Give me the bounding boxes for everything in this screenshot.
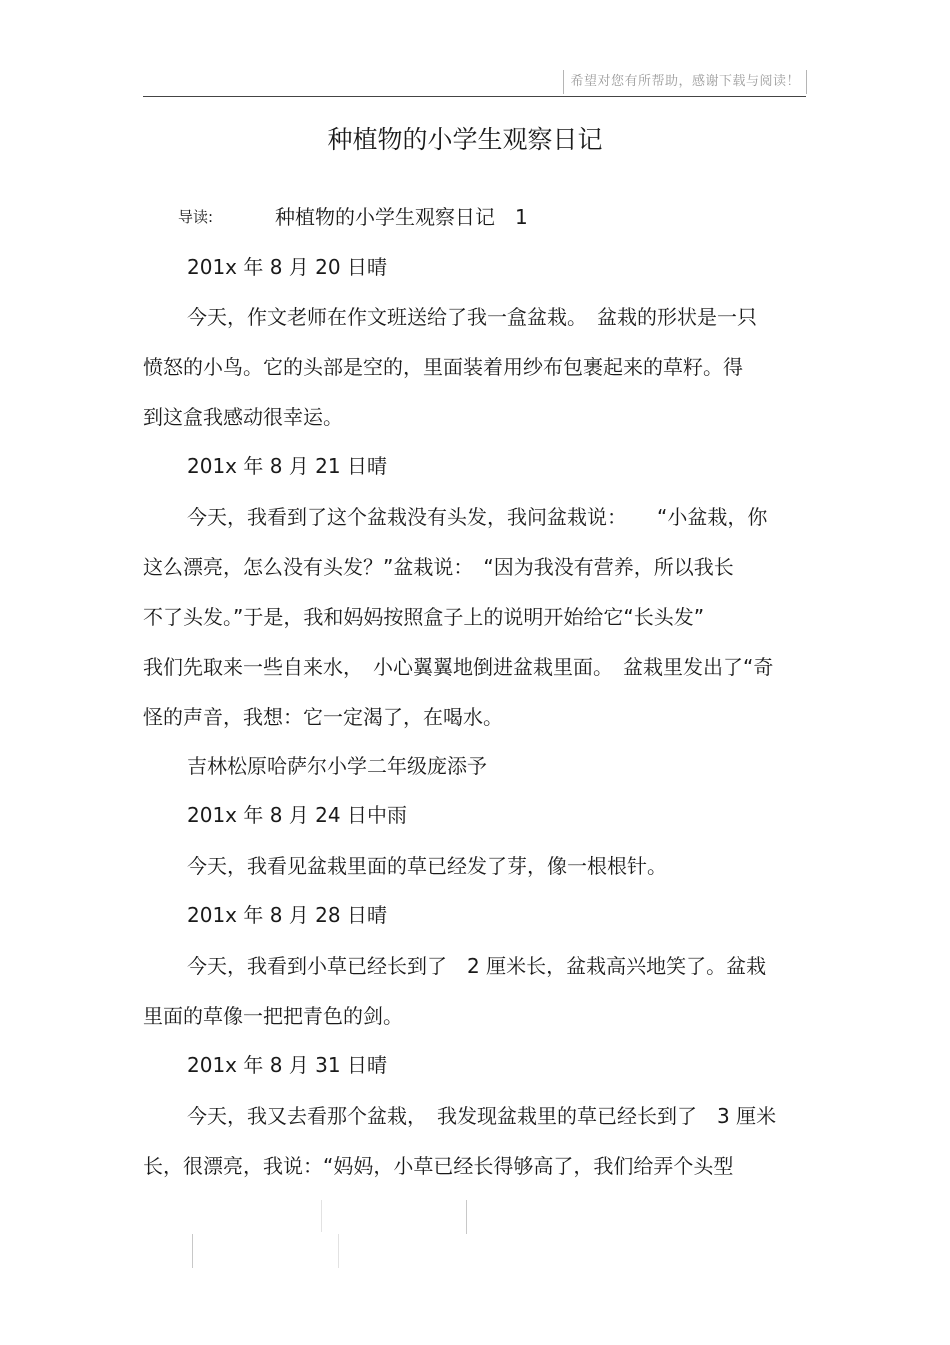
paragraph-line: 长，很漂亮，我说：“妈妈，小草已经长得够高了，我们给弄个头型 [143, 1154, 734, 1178]
header-note: 希望对您有所帮助，感谢下载与阅读！ [563, 70, 807, 94]
scan-artifact-line [321, 1200, 322, 1232]
author-line: 吉林松原哈萨尔小学二年级庞添予 [187, 754, 487, 778]
paragraph-line: 这么漂亮，怎么没有头发？”盆栽说： “因为我没有营养，所以我长 [143, 555, 734, 579]
scan-artifact-line [466, 1200, 467, 1234]
diary-date: 201x 年 8 月 31 日晴 [187, 1053, 387, 1077]
paragraph-line: 今天，我看到小草已经长到了 2 厘米长，盆栽高兴地笑了。盆栽 [187, 954, 767, 978]
document-title: 种植物的小学生观察日记 [327, 125, 603, 154]
diary-date: 201x 年 8 月 20 日晴 [187, 255, 387, 279]
paragraph-line: 今天，我又去看那个盆栽， 我发现盆栽里的草已经长到了 3 厘米 [187, 1104, 777, 1128]
paragraph-line: 里面的草像一把把青色的剑。 [143, 1004, 403, 1028]
paragraph-line: 今天，我看见盆栽里面的草已经发了芽，像一根根针。 [187, 854, 667, 878]
scan-artifact-line [192, 1234, 193, 1268]
paragraph-line: 不了头发。”于是，我和妈妈按照盒子上的说明开始给它“长头发” [143, 605, 705, 629]
lead-label: 导读: [178, 208, 214, 226]
paragraph-line: 怪的声音，我想：它一定渴了，在喝水。 [143, 705, 503, 729]
paragraph-line: 我们先取来一些自来水， 小心翼翼地倒进盆栽里面。 盆栽里发出了“奇 [143, 655, 774, 679]
paragraph-line: 到这盒我感动很幸运。 [143, 405, 343, 429]
paragraph-line: 今天，作文老师在作文班送给了我一盒盆栽。 盆栽的形状是一只 [187, 305, 757, 329]
header-rule [143, 96, 806, 97]
diary-date: 201x 年 8 月 24 日中雨 [187, 803, 407, 827]
lead-title: 种植物的小学生观察日记 1 [275, 205, 528, 229]
paragraph-line: 愤怒的小鸟。它的头部是空的，里面装着用纱布包裹起来的草籽。得 [143, 355, 743, 379]
diary-date: 201x 年 8 月 21 日晴 [187, 454, 387, 478]
paragraph-line: 今天，我看到了这个盆栽没有头发，我问盆栽说： “小盆栽，你 [187, 505, 768, 529]
diary-date: 201x 年 8 月 28 日晴 [187, 903, 387, 927]
scan-artifact-line [338, 1234, 339, 1268]
